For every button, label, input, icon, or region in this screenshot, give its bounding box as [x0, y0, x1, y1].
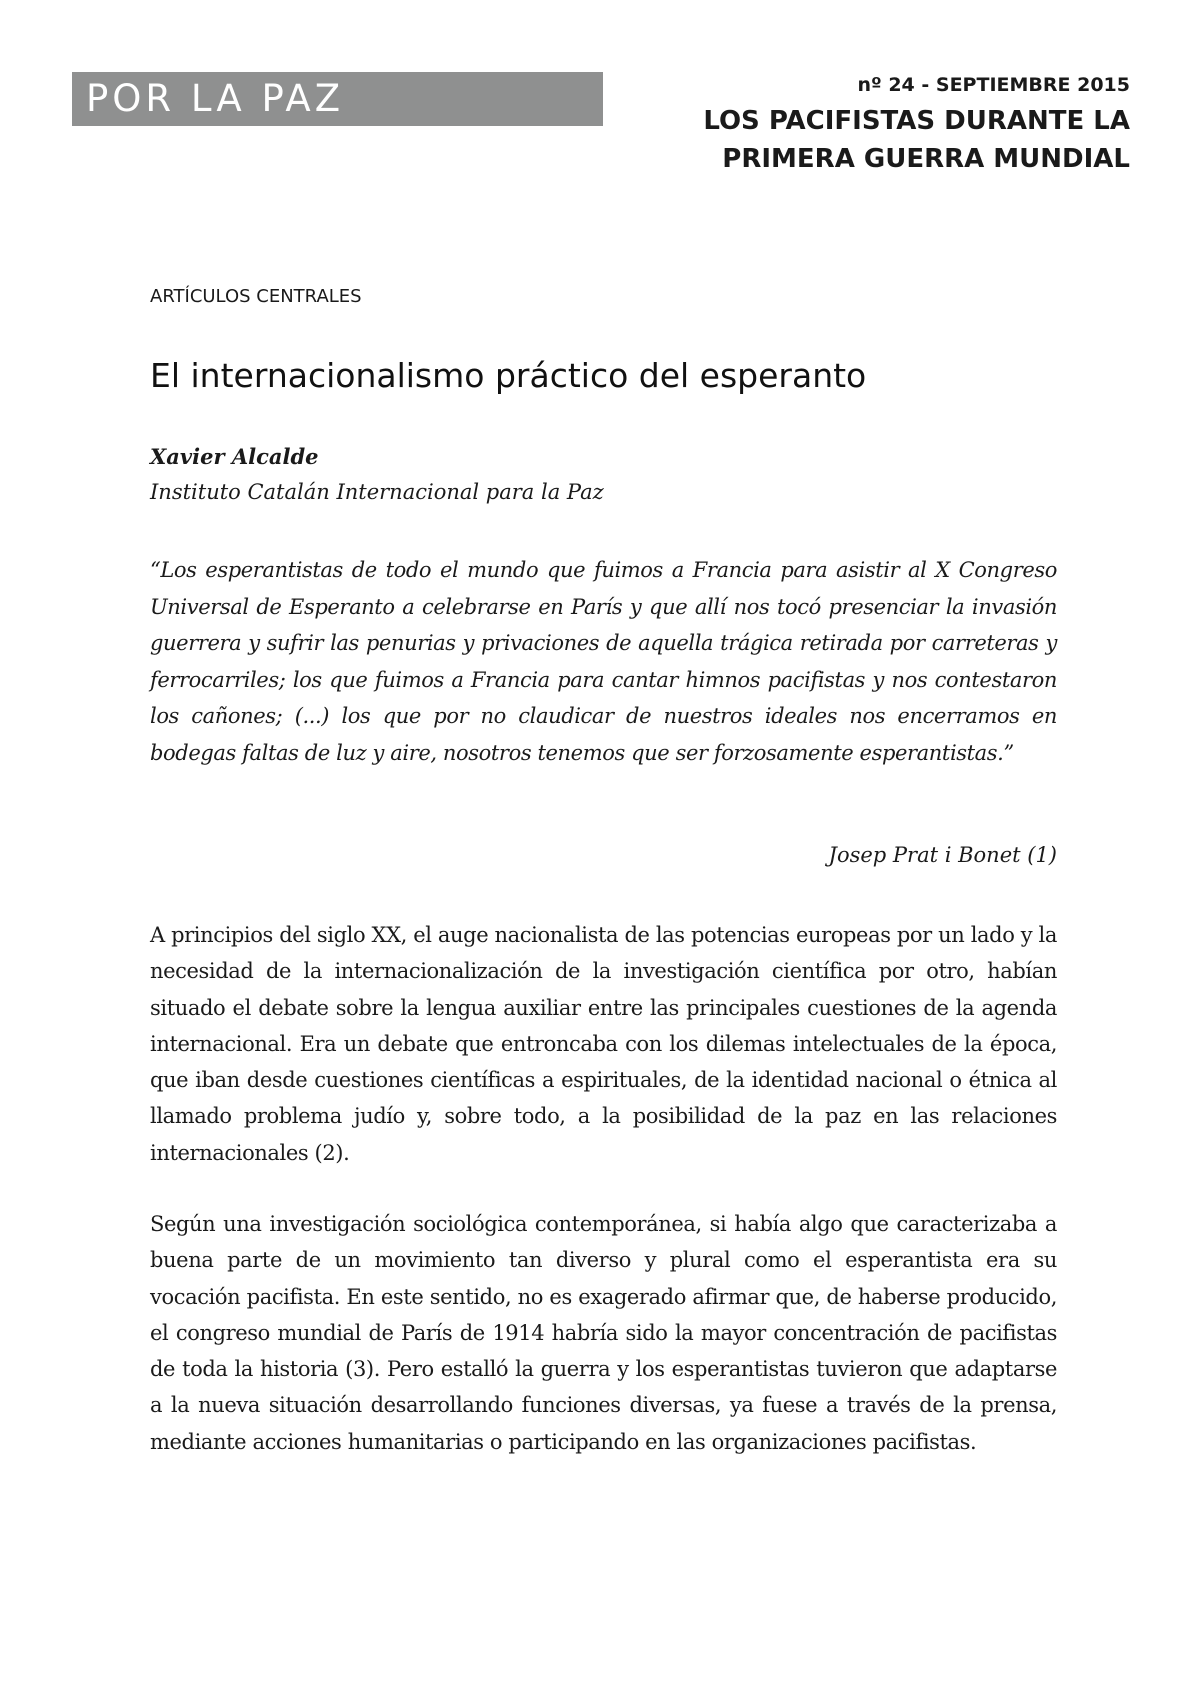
epigraph-source: Josep Prat i Bonet (1) [828, 843, 1057, 867]
masthead-bar [72, 72, 603, 126]
article-title: El internacionalismo práctico del esperanto [150, 356, 867, 395]
epigraph-quote: “Los esperantistas de todo el mundo que fuimos a Francia para asistir al X Congreso Universal de Esperanto a celebrarse en París y que allí nos tocó presenciar la invasión guerrera y sufrir las penurias y privaciones de aquella trágica retirada por carreteras y ferrocarriles; los que fuimos a Francia para cantar himnos pacifistas y nos contestaron los cañones; (...) los que por no claudicar de nuestros ideales nos encerramos en bodegas faltas de luz y aire, nosotros tenemos que ser forzosamente esperantistas.” [150, 558, 1057, 765]
section-label: ARTÍCULOS CENTRALES [150, 286, 362, 307]
issue-theme-line-1: LOS PACIFISTAS DURANTE LA [703, 106, 1130, 136]
body-paragraph: A principios del siglo XX, el auge nacionalista de las potencias europeas por un lado y la necesidad de la internacionalización de la investigación científica por otro, habían situado el debate sobre la lengua auxiliar entre las principales cuestiones de la agenda internacional. Era un debate que entroncaba con los dilemas intelectuales de la época, que iban desde cuestiones científicas a espirituales, de la identidad nacional o étnica al llamado problema judío y, sobre todo, a la posibilidad de la paz en las relaciones internacionales (2). [150, 923, 1057, 1165]
author-affiliation: Instituto Catalán Internacional para la Paz [150, 480, 604, 504]
issue-theme [703, 102, 1130, 178]
issue-number: nº 24 - SEPTIEMBRE 2015 [857, 74, 1130, 96]
author-name: Xavier Alcalde [150, 444, 319, 469]
publication-title: POR LA PAZ [86, 77, 345, 120]
body-paragraph: Según una investigación sociológica contemporánea, si había algo que caracterizaba a buena parte de un movimiento tan diverso y plural como el esperantista era su vocación pacifista. En este sentido, no es exagerado afirmar que, de haberse producido, el congreso mundial de París de 1914 habría sido la mayor concentración de pacifistas de toda la historia (3). Pero estalló la guerra y los esperantistas tuvieron que adaptarse a la nueva situación desarrollando funciones diversas, ya fuese a través de la prensa, mediante acciones humanitarias o participando en las organizaciones pacifistas. [150, 1212, 1057, 1454]
issue-info [703, 72, 1130, 178]
issue-theme-line-2: PRIMERA GUERRA MUNDIAL [722, 144, 1130, 174]
